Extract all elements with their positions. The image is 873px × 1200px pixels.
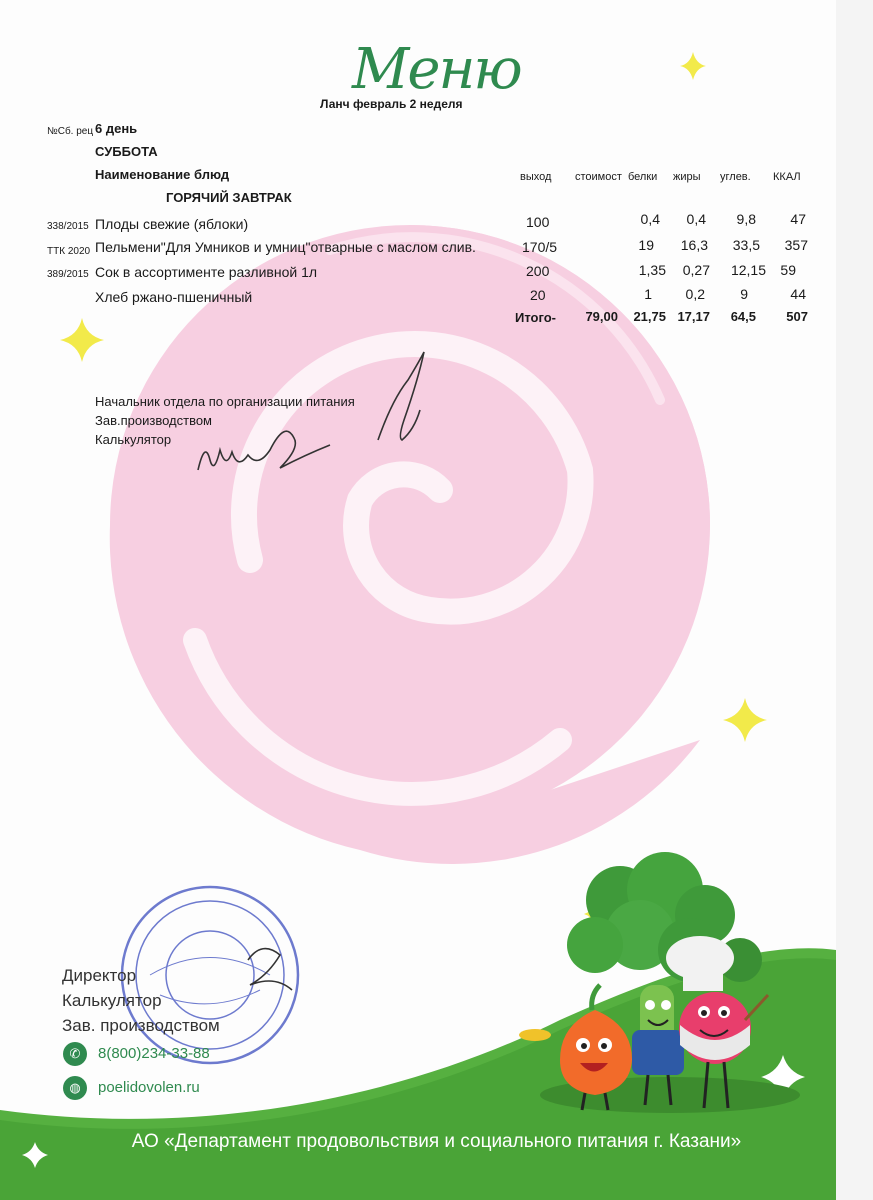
signatory-head-of-catering: Начальник отдела по организации питания [95,394,355,409]
column-header-kcal: ККАЛ [773,171,801,183]
column-header-cost: стоимост [575,171,622,183]
dish-kcal: 47 [790,211,806,227]
dish-fat: 16,3 [680,237,708,253]
dish-name: Плоды свежие (яблоки) [95,216,249,232]
dish-carbs: 9 [740,286,748,302]
phone-icon: ✆ [63,1042,87,1066]
menu-logo: Меню [352,37,521,102]
dish-kcal: 357 [784,237,808,253]
footer-role-production: Зав. производством [62,1016,220,1035]
dish-output: 200 [526,263,550,279]
dish-carbs: 12,15 [730,262,766,278]
dish-name: Хлеб ржано-пшеничный [95,289,253,305]
totals-carbs: 64,5 [730,309,756,324]
dish-name: Сок в ассортименте разливной 1л [95,264,318,280]
footer-website: poelidovolen.ru [98,1079,200,1096]
scan-edge [836,0,873,1200]
recipe-number-label: №Сб. рец [47,126,94,137]
totals-kcal: 507 [786,309,808,324]
column-header-output: выход [520,171,552,183]
globe-icon: ◍ [63,1076,87,1100]
official-stamp [122,887,298,1063]
footer-role-calculator: Калькулятор [62,991,162,1010]
section-title: ГОРЯЧИЙ ЗАВТРАК [166,190,292,205]
column-header-fat: жиры [673,171,701,183]
weekday-label: СУББОТА [95,144,158,159]
recipe-code: 338/2015 [47,221,89,232]
footer-role-director: Директор [62,966,137,985]
column-header-carbs: углев. [720,171,751,183]
dish-carbs: 33,5 [732,237,760,253]
totals-cost: 79,00 [585,309,618,324]
dish-kcal: 44 [790,286,806,302]
dish-protein: 1,35 [638,262,666,278]
footer-phone: 8(800)234-33-88 [98,1045,210,1062]
signatory-calculator: Калькулятор [95,432,172,447]
dish-fat: 0,2 [685,286,705,302]
column-header-protein: белки [628,171,658,183]
dish-output: 20 [530,287,546,303]
dish-name: Пельмени"Для Умников и умниц"отварные с маслом слив. [95,239,476,255]
dish-protein: 19 [638,237,654,253]
dish-protein: 1 [644,286,652,302]
dish-fat: 0,4 [686,211,706,227]
signatory-production-manager: Зав.производством [95,413,212,428]
dish-fat: 0,27 [682,262,710,278]
pink-swirl [110,225,710,864]
totals-fat: 17,17 [677,309,710,324]
column-header-name: Наименование блюд [95,167,230,182]
dish-output: 170/5 [522,239,558,255]
menu-subtitle: Ланч февраль 2 неделя [320,97,463,111]
dish-output: 100 [526,214,550,230]
footer-company-name: АО «Департамент продовольствия и социального питания г. Казани» [131,1131,742,1152]
day-label: 6 день [95,121,138,136]
dish-carbs: 9,8 [736,211,756,227]
totals-label: Итого- [515,310,556,325]
recipe-code: 389/2015 [47,269,89,280]
dish-kcal: 59 [780,262,796,278]
totals-protein: 21,75 [633,309,666,324]
dish-protein: 0,4 [640,211,660,227]
recipe-code: ТТК 2020 [47,246,91,257]
